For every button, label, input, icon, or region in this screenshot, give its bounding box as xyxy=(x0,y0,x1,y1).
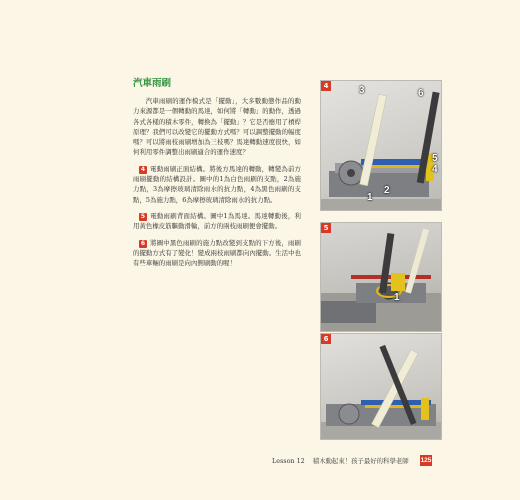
photo-4-lego-model xyxy=(321,81,441,210)
photo-5-lego-model xyxy=(321,223,441,331)
label-2: 2 xyxy=(384,185,390,196)
photo-6-modified-structure xyxy=(320,333,442,440)
photo-4-badge: 4 xyxy=(321,81,331,91)
label-1: 1 xyxy=(367,192,373,203)
section-title: 汽車雨刷 xyxy=(133,78,172,89)
step-5-paragraph xyxy=(133,211,301,232)
label-4: 4 xyxy=(432,164,438,175)
step-6-badge: 6 xyxy=(140,239,146,247)
step-4-badge: 4 xyxy=(140,165,146,173)
label-5: 5 xyxy=(432,153,438,164)
photo-6-lego-model xyxy=(321,334,441,439)
footer-lesson: Lesson 12 xyxy=(272,457,305,465)
label-6: 6 xyxy=(418,88,424,99)
article-column xyxy=(133,78,301,274)
photo-6-badge: 6 xyxy=(321,334,331,344)
step-6-paragraph xyxy=(133,238,301,269)
step-6-text: 將圖中黑色雨刷的施力點改變到支點的下方後，雨刷的擺動方式有了變化！變成兩枝雨刷都向內擺動。生活中也有些車輛的雨刷是向內側刷動的喔！ xyxy=(133,238,301,268)
label-1: 1 xyxy=(394,292,400,303)
photo-4-front-structure xyxy=(320,80,442,211)
page-number: 125 xyxy=(420,457,432,464)
intro-paragraph: 汽車雨刷的運作模式是「擺動」，大多數動態作品的動力來源都是一個轉動的馬達，如何將「轉動」的動作，透過各式各樣的積木零件，轉換為「擺動」？它是否應用了槓桿原理？我們可以改變它的擺動方式嗎？可以調整擺動的幅度嗎？可以將雨枝雨刷增加為三枝嗎？馬達轉動速度很快，如何利用零件調整出雨刷適合的運作速度？ xyxy=(133,97,301,157)
page-footer xyxy=(272,456,409,466)
photo-5-badge: 5 xyxy=(321,223,331,233)
step-5-badge: 5 xyxy=(140,212,146,220)
label-3: 3 xyxy=(359,85,365,96)
step-5-text: 電動雨刷背面結構。圖中1為馬達。馬達轉動後，利用黃色橡皮筋驅動滑輪，前方的兩枝雨刷便會擺動。 xyxy=(133,211,301,231)
step-4-paragraph xyxy=(133,164,301,205)
footer-book-title: 積木動起來！孩子最好的科學老師 xyxy=(312,457,409,465)
step-4-text: 電動雨刷正面結構。將後方馬達的轉動，轉變為前方雨刷擺動的結構設計。圖中的1為白色雨刷的支點，2為施力點，3為摩擦玻璃清除雨水的抗力點，4為黑色雨刷的支點，5為施力點，6為摩擦玻璃清除雨水的抗力點。 xyxy=(133,164,301,204)
photo-5-back-structure xyxy=(320,222,442,332)
